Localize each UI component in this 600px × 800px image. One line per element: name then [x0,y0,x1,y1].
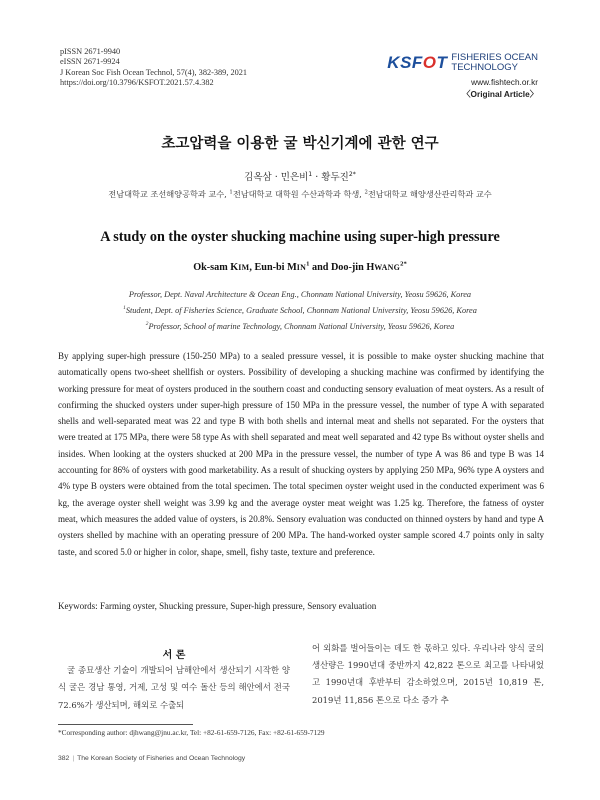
body-paragraph-left: 굴 종묘생산 기술이 개발되어 남해안에서 생산되기 시작한 양식 굴은 경남 통영, 거제, 고성 및 여수 돌산 등의 해안에서 전국 72.6%가 생산되며, 해외로 수출되 [58,665,290,710]
korean-affiliations: 전남대학교 조선해양공학과 교수, $^1$전남대학교 대학원 수산과학과 학생, $^2$전남대학교 해양생산관리학과 교수 [108,189,492,199]
body-right-column [312,640,544,709]
corresponding-author-footnote: *Corresponding author: djhwang@jnu.ac.kr, Tel: +82-61-659-7126, Fax: +82-61-659-7129 [58,728,325,737]
english-authors: Ok-sam KIM, Eun-bi MIN$^1$ and Doo-jin $HWANG^{2*}$ [193,260,407,273]
ksfot-logo-mark: KSFOT [387,53,448,72]
english-affiliation-1: $^1$Student, Dept. of Fisheries Science, Graduate School, Chonnam National University, Yeosu 59626, Korea [123,305,477,315]
journal-url[interactable]: www.fishtech.or.kr [471,77,538,87]
abstract: By applying super-high pressure (150-250 MPa) to a sealed pressure vessel, it is possible to make oyster shucking machine that automatically opens two-sheet shellfish or oysters. Possibility of developing a shucking machine was confirmed by identifying the working pressure for meat of oysters produced in the southern coast and conducting sensory evaluation of meat oysters. As a result of confirming the shucked oysters under super-high pressure of 150 MPa in the pressure vessel, the number of type A with separated shells and well-separated meat was 22 and type B with both shells and internal meat and shells not separated. For the oysters that were treated at 175 MPa, there were 58 type As with shell separated and meat well separated and 42 type Bs without oyster shells and insides. When looking at the oysters shucked at 200 MPa in the pressure vessel, the number of type A was 86 and type B was 14 accounting for 86% of oysters with good marketability. As a result of shucking oysters by applying 250 MPa, 96% type A oysters and 4% type B oysters were obtained from the total specimen. The total specimen oyster weight used in the conducted experiment was 6 kg, the average oyster shell weight was 3.99 kg and the average oyster meat weight was 1.25 kg. Therefore, the fatness of oyster meat, which measures the added value of oysters, is 20.8%. Sensory evaluation was conducted on thinned oysters by hand and type A oysters shelled by machine with an operating pressure of 200 MPa. The hand-worked oyster sample scored 4.7 points only in salty taste, and scored 5.0 or higher in color, shape, smell, fishy taste, texture and preference. [58,351,544,557]
body-left-column [58,647,290,714]
logo-wordmark: FISHERIES OCEAN TECHNOLOGY [451,52,538,73]
page-number: 382 [58,755,70,762]
english-affiliation-2: $^2$Professor, School of marine Technology, Chonnam National University, Yeosu 59626, Korea [145,321,455,331]
english-affiliation-0: Professor, Dept. Naval Architecture & Ocean Eng., Chonnam National University, Yeosu 59626, Korea [128,290,472,299]
footer-separator: | [72,755,75,762]
journal-logo [363,53,538,107]
footnote-rule [58,724,193,725]
keywords: Keywords: Farming oyster, Shucking pressure, Super-high pressure, Sensory evaluation [58,601,377,611]
section-heading-introduction: 서 론 [162,650,186,661]
eissn: eISSN 2671-9924 [60,57,120,67]
korean-title: 초고압력을 이용한 굴 박신기계에 관한 연구 [161,136,439,152]
journal-meta [60,47,247,89]
pissn: pISSN 2671-9940 [60,47,121,56]
korean-authors: 김옥삼 · 민은비$^1$ · 황두진$^{2*}$ [244,170,356,183]
page-footer [58,755,245,762]
article-type: 〈Original Article〉 [462,89,538,99]
citation: J Korean Soc Fish Ocean Technol, 57(4), 382-389, 2021 [60,67,248,77]
english-title: A study on the oyster shucking machine using super-high pressure [100,229,500,245]
body-paragraph-right: 어 외화를 벌어들이는 데도 한 몫하고 있다. 우리나라 양식 굴의 생산량은 1990년대 중반까지 42,822 톤으로 최고를 나타내었고 1990년대 후반부터 감소하였으며, 2015년 10,819 톤, 2019년 11,856 톤으로 다소 증가 추 [312,643,544,705]
doi-link[interactable]: https://doi.org/10.3796/KSFOT.2021.57.4.382 [60,78,214,88]
society-name: The Korean Society of Fisheries and Ocean Technology [77,755,246,762]
